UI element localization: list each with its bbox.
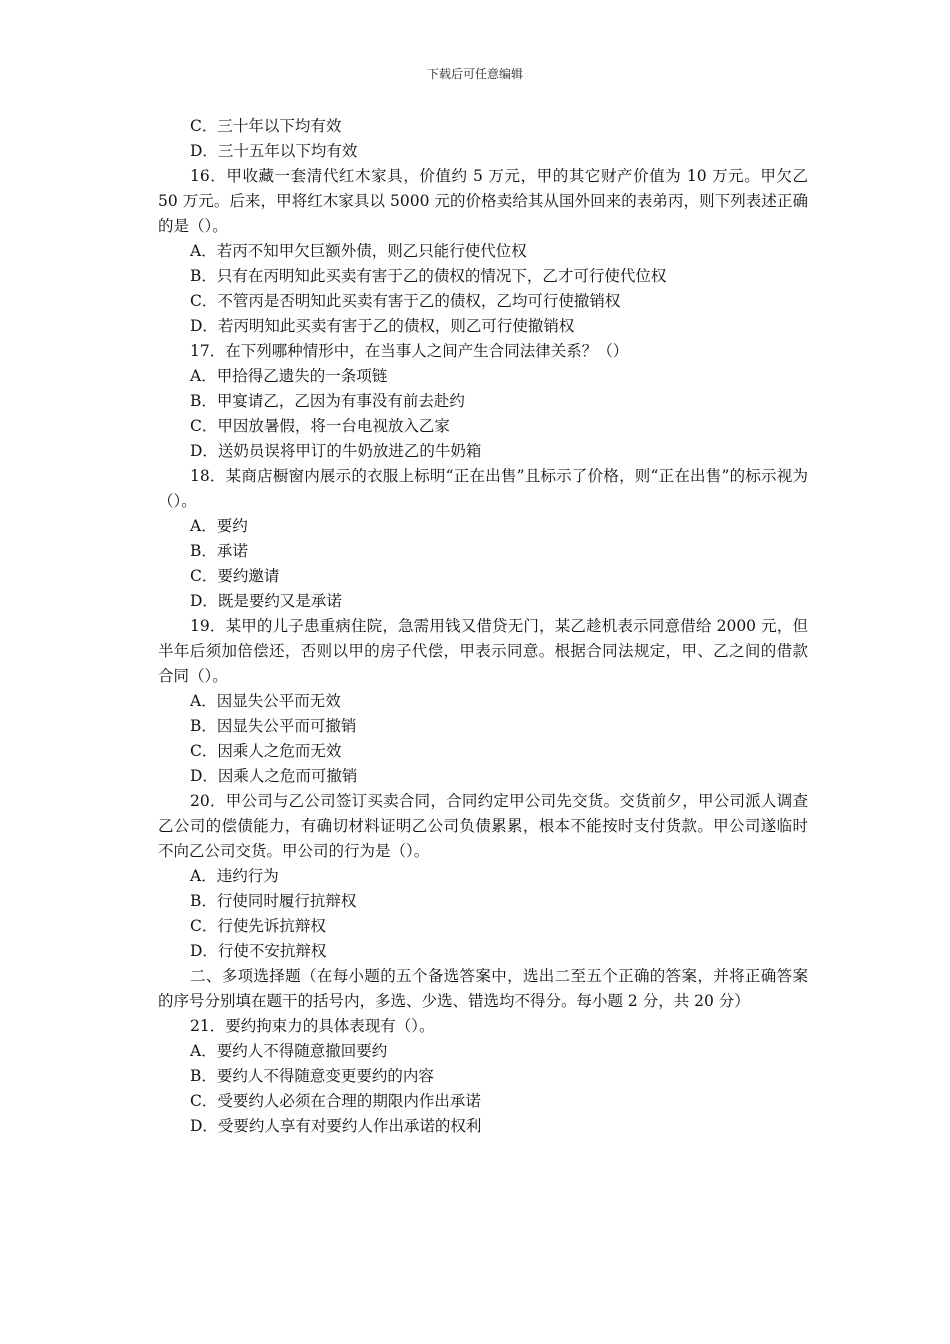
question-19: 19．某甲的儿子患重病住院，急需用钱又借贷无门，某乙趁机表示同意借给 2000 元，但半年后须加倍偿还，否则以甲的房子代偿，甲表示同意。根据合同法规定，甲、乙之间的借款合同（）。 — [158, 617, 808, 685]
question-21: 21．要约拘束力的具体表现有（）。 — [190, 1017, 435, 1035]
option-text: D．既是要约又是承诺 — [190, 592, 342, 610]
option-text: B．只有在丙明知此买卖有害于乙的债权的情况下，乙才可行使代位权 — [190, 267, 667, 285]
option-text: B．行使同时履行抗辩权 — [190, 892, 357, 910]
option-text: B．要约人不得随意变更要约的内容 — [190, 1067, 434, 1085]
option-text: A．甲拾得乙遗失的一条项链 — [190, 367, 388, 385]
option-text: D．送奶员误将甲订的牛奶放进乙的牛奶箱 — [190, 442, 482, 460]
option-text: C．受要约人必须在合理的期限内作出承诺 — [190, 1092, 481, 1110]
option-text: C．三十年以下均有效 — [190, 117, 342, 135]
option-text: A．若丙不知甲欠巨额外债，则乙只能行使代位权 — [190, 242, 527, 260]
option-text: D．行使不安抗辩权 — [190, 942, 327, 960]
option-text: A．要约人不得随意撤回要约 — [190, 1042, 388, 1060]
option-text: D．因乘人之危而可撤销 — [190, 767, 358, 785]
option-text: A．因显失公平而无效 — [190, 692, 341, 710]
section-heading: 二、多项选择题（在每小题的五个备选答案中，选出二至五个正确的答案，并将正确答案的序号分别填在题干的括号内，多选、少选、错选均不得分。每小题 2 分，共 20 分） — [158, 967, 808, 1010]
option-text: C．不管丙是否明知此买卖有害于乙的债权，乙均可行使撤销权 — [190, 292, 621, 310]
document-body — [158, 114, 808, 1139]
option-text: B．甲宴请乙，乙因为有事没有前去赴约 — [190, 392, 465, 410]
option-text: C．行使先诉抗辩权 — [190, 917, 326, 935]
question-18: 18．某商店橱窗内展示的衣服上标明“正在出售”且标示了价格，则“正在出售”的标示视为（）。 — [158, 467, 808, 510]
option-text: D．若丙明知此买卖有害于乙的债权，则乙可行使撤销权 — [190, 317, 575, 335]
question-17: 17．在下列哪种情形中，在当事人之间产生合同法律关系？（） — [190, 342, 629, 360]
page-header: 下载后可任意编辑 — [426, 67, 523, 81]
question-20: 20．甲公司与乙公司签订买卖合同，合同约定甲公司先交货。交货前夕，甲公司派人调查乙公司的偿债能力，有确切材料证明乙公司负债累累，根本不能按时支付货款。甲公司遂临时不向乙公司交货。甲公司的行为是（）。 — [158, 792, 808, 860]
option-text: C．要约邀请 — [190, 567, 280, 585]
option-text: D．三十五年以下均有效 — [190, 142, 358, 160]
option-text: B．承诺 — [190, 542, 248, 560]
option-text: A．要约 — [190, 517, 248, 535]
option-text: C．甲因放暑假，将一台电视放入乙家 — [190, 417, 450, 435]
option-text: B．因显失公平而可撤销 — [190, 717, 357, 735]
option-text: D．受要约人享有对要约人作出承诺的权利 — [190, 1117, 482, 1135]
question-16: 16．甲收藏一套清代红木家具，价值约 5 万元，甲的其它财产价值为 10 万元。甲欠乙 50 万元。后来，甲将红木家具以 5000 元的价格卖给其从国外回来的表弟丙，则下列表述正确的是（）。 — [158, 167, 808, 235]
option-text: A．违约行为 — [190, 867, 279, 885]
option-text: C．因乘人之危而无效 — [190, 742, 342, 760]
